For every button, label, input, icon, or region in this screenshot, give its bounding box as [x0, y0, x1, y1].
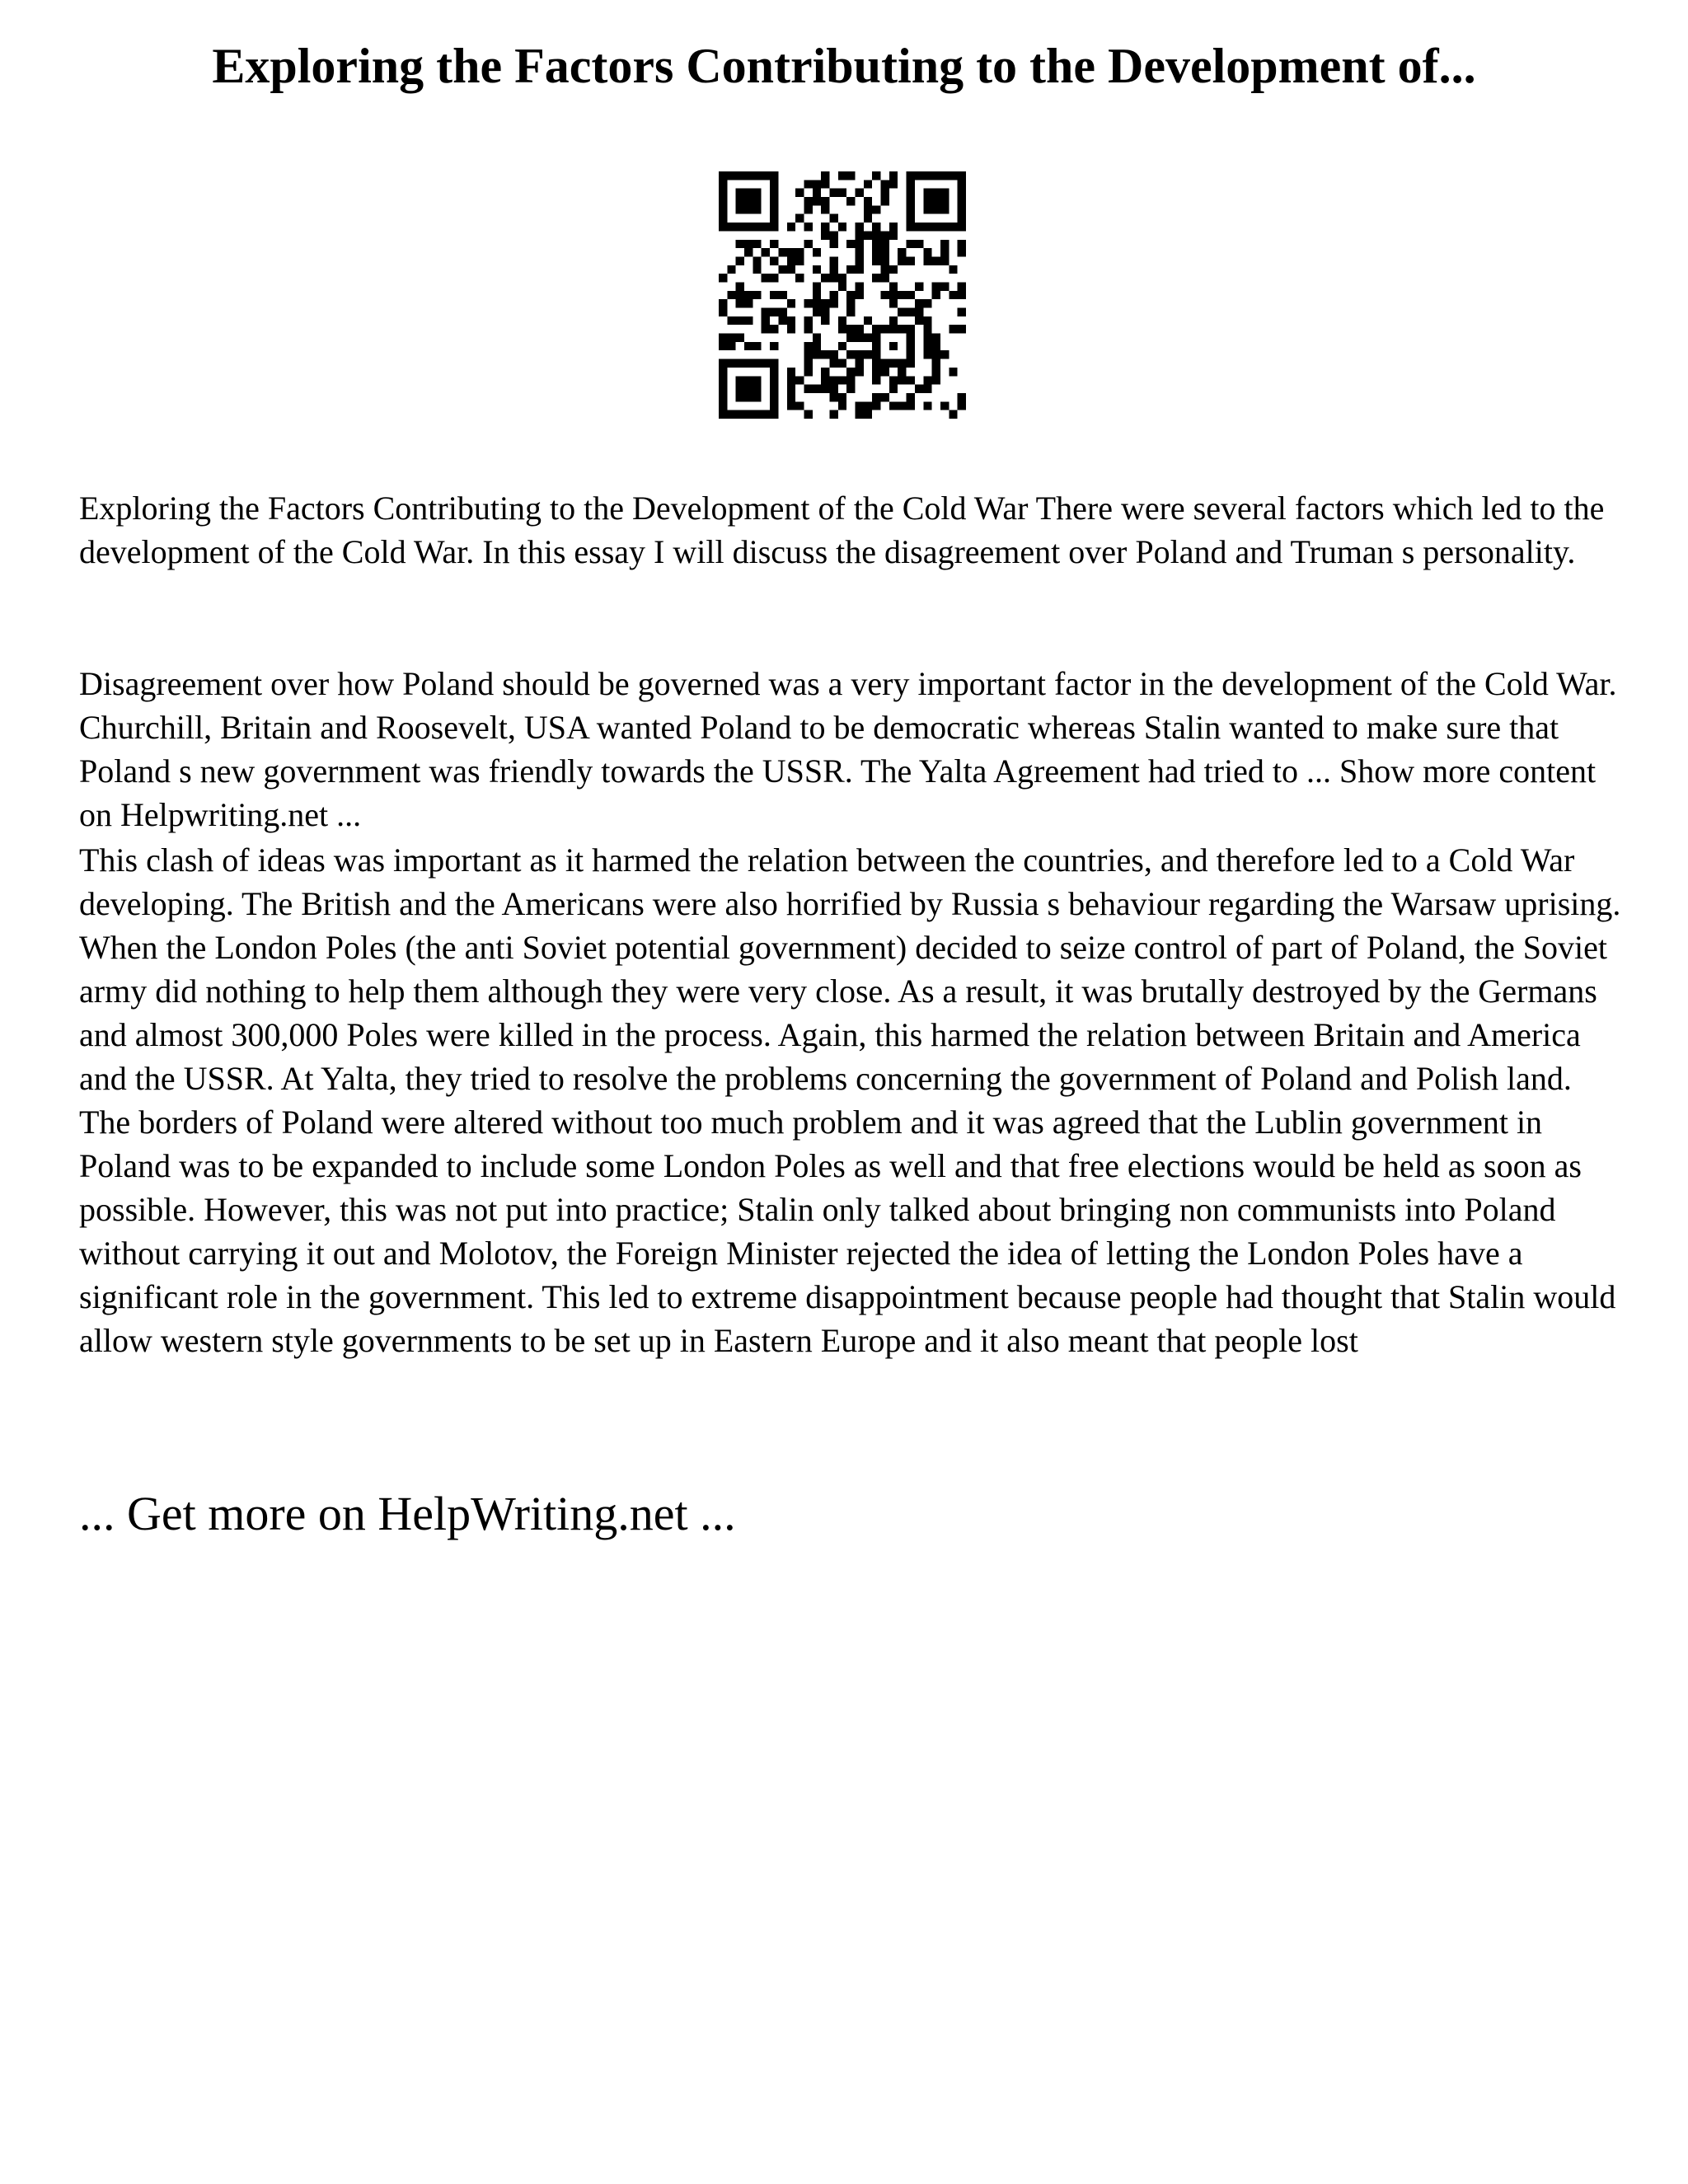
get-more-link[interactable]: ... Get more on HelpWriting.net ... [79, 1487, 736, 1540]
body-paragraph: Disagreement over how Poland should be governed was a very important factor in the development of the Cold War. Churchill, Britain and Roosevelt, USA wanted Poland to be democratic whereas Stalin wanted to make sure that Poland s new government was friendly towards the USSR. The Yalta Agreement had tried to ... Show more content on Helpwriting.net ... [79, 665, 1617, 833]
page-title: Exploring the Factors Contributing to the Development of... [212, 39, 1476, 93]
intro-paragraph: Exploring the Factors Contributing to the Development of the Cold War There were several factors which led to the development of the Cold War. In this essay I will discuss the disagreement over Poland and Truman s personality. [79, 490, 1605, 570]
qr-code-graphic [719, 171, 966, 419]
body-paragraph: This clash of ideas was important as it harmed the relation between the countries, and therefore led to a Cold War developing. The British and the Americans were also horrified by Russia s behaviour regarding the Warsaw uprising. When the London Poles (the anti Soviet potential government) decided to seize control of part of Poland, the Soviet army did nothing to help them although they were very close. As a result, it was brutally destroyed by the Germans and almost 300,000 Poles were killed in the process. Again, this harmed the relation between Britain and America and the USSR. At Yalta, they tried to resolve the problems concerning the government of Poland and Polish land. The borders of Poland were altered without too much problem and it was agreed that the Lublin government in Poland was to be expanded to include some London Poles as well and that free elections would be held as soon as possible. However, this was not put into practice; Stalin only talked about bringing non communists into Poland without carrying it out and Molotov, the Foreign Minister rejected the idea of letting the London Poles have a significant role in the government. This led to extreme disappointment because people had thought that Stalin would allow western style governments to be set up in Eastern Europe and it also meant that people lost [79, 841, 1621, 1359]
qr-code-icon[interactable] [719, 171, 966, 419]
